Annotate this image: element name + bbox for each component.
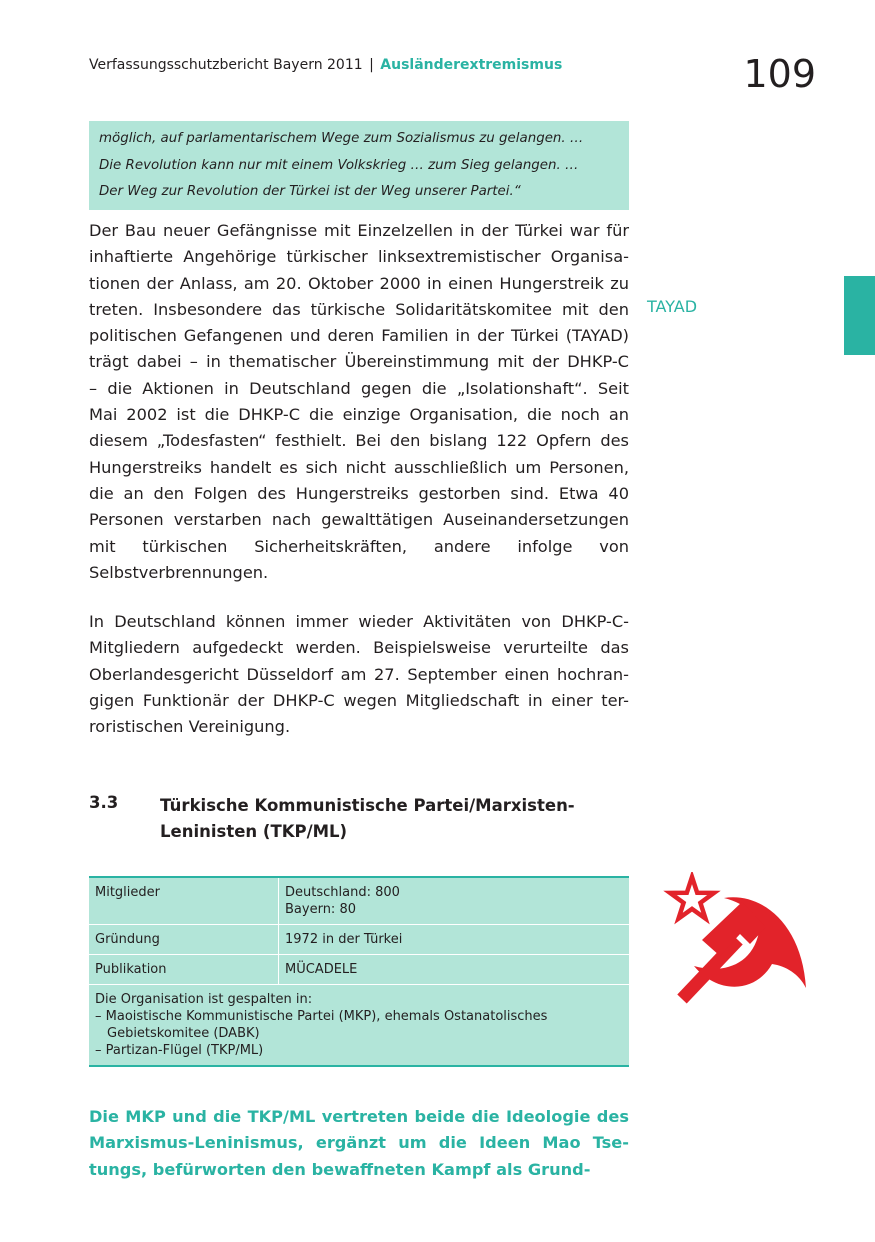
closing-summary — [89, 1104, 629, 1183]
running-header — [89, 57, 562, 73]
section-title-line: Leninisten (TKP/ML) — [160, 822, 348, 841]
split-note — [89, 985, 629, 1067]
text-line: trägt dabei – in thematischer Übereinstimmung mit der DHKP-C — [89, 352, 629, 372]
text-line: Mai 2002 ist die DHKP-C die einzige Organisation, die noch an — [89, 405, 629, 425]
founding-value: 1972 in der Türkei — [279, 925, 630, 955]
members-label: Mitglieder — [89, 877, 279, 925]
star-icon — [670, 877, 714, 919]
quote-box — [89, 121, 629, 210]
page-number: 109 — [743, 52, 816, 96]
publication-label: Publikation — [89, 955, 279, 985]
quote-line: Der Weg zur Revolution der Türkei ist der Weg unserer Partei.“ — [99, 184, 521, 199]
text-line: gigen Funktionär der DHKP-C wegen Mitgliedschaft in einer ter- — [89, 690, 629, 710]
table-row — [89, 985, 629, 1067]
organisation-fact-table — [89, 876, 629, 1067]
table-row — [89, 955, 629, 985]
members-bavaria: Bayern: 80 — [285, 902, 356, 917]
margin-note-tayad: TAYAD — [647, 297, 698, 316]
text-line: mit türkischen Sicherheitskräften, andere infolge von — [89, 536, 629, 556]
text-line: Mitgliedern aufgedeckt werden. Beispielsweise verurteilte das — [89, 638, 629, 658]
members-germany: Deutschland: 800 — [285, 885, 400, 900]
split-item: – Partizan-Flügel (TKP/ML) — [95, 1043, 264, 1058]
quote-line: möglich, auf parlamentarischem Wege zum Sozialismus zu gelangen. … — [99, 131, 584, 146]
hammer-sickle-star-emblem — [662, 872, 812, 1017]
paragraph-hungerstrike — [89, 218, 629, 586]
chapter-title: Ausländerextremismus — [380, 57, 563, 73]
header-separator: | — [369, 57, 374, 73]
members-value — [279, 877, 630, 925]
founding-label: Gründung — [89, 925, 279, 955]
text-line: Marxismus-Leninismus, ergänzt um die Ideen Mao Tse- — [89, 1133, 629, 1153]
table-row — [89, 925, 629, 955]
text-line: – die Aktionen in Deutschland gegen die „Isolationshaft“. Seit — [89, 378, 629, 398]
split-item: – Maoistische Kommunistische Partei (MKP), ehemals Ostanatolisches — [95, 1009, 548, 1024]
section-title — [160, 793, 620, 845]
quote-line: Die Revolution kann nur mit einem Volkskrieg … zum Sieg gelangen. … — [99, 157, 579, 173]
split-item-continuation: Gebietskomitee (DABK) — [107, 1026, 260, 1041]
paragraph-dhkpc-germany — [89, 609, 629, 740]
table-row — [89, 877, 629, 925]
text-line: tungs, befürworten den bewaffneten Kampf als Grund- — [89, 1159, 591, 1179]
text-line: Hungerstreiks handelt es sich nicht ausschließlich um Personen, — [89, 457, 629, 477]
text-line: treten. Insbesondere das türkische Solidaritätskomitee mit den — [89, 299, 629, 319]
text-line: diesem „Todesfasten“ festhielt. Bei den bislang 122 Opfern des — [89, 431, 629, 451]
text-line: politischen Gefangenen und deren Familien in der Türkei (TAYAD) — [89, 326, 629, 346]
text-line: In Deutschland können immer wieder Aktivitäten von DHKP-C- — [89, 612, 629, 631]
text-line: Der Bau neuer Gefängnisse mit Einzelzellen in der Türkei war für — [89, 221, 629, 240]
text-line: tionen der Anlass, am 20. Oktober 2000 in einen Hungerstreik zu — [89, 273, 629, 293]
section-number: 3.3 — [89, 793, 119, 812]
report-title: Verfassungsschutzbericht Bayern 2011 — [89, 57, 363, 73]
text-line: Personen verstarben nach gewalttätigen Auseinandersetzungen — [89, 510, 629, 530]
text-line: Oberlandesgericht Düsseldorf am 27. September einen hochran- — [89, 664, 629, 684]
text-line: Die MKP und die TKP/ML vertreten beide die Ideologie des — [89, 1107, 629, 1126]
chapter-side-tab — [844, 276, 875, 355]
split-intro: Die Organisation ist gespalten in: — [95, 992, 313, 1007]
text-line: Selbstverbrennungen. — [89, 562, 269, 582]
publication-value: MÜCADELE — [279, 955, 630, 985]
text-line: die an den Folgen des Hungerstreiks gestorben sind. Etwa 40 — [89, 483, 629, 503]
text-line: inhaftierte Angehörige türkischer linksextremistischer Organisa- — [89, 247, 629, 267]
text-line: roristischen Vereinigung. — [89, 717, 291, 737]
section-title-line: Türkische Kommunistische Partei/Marxisten- — [160, 796, 575, 815]
